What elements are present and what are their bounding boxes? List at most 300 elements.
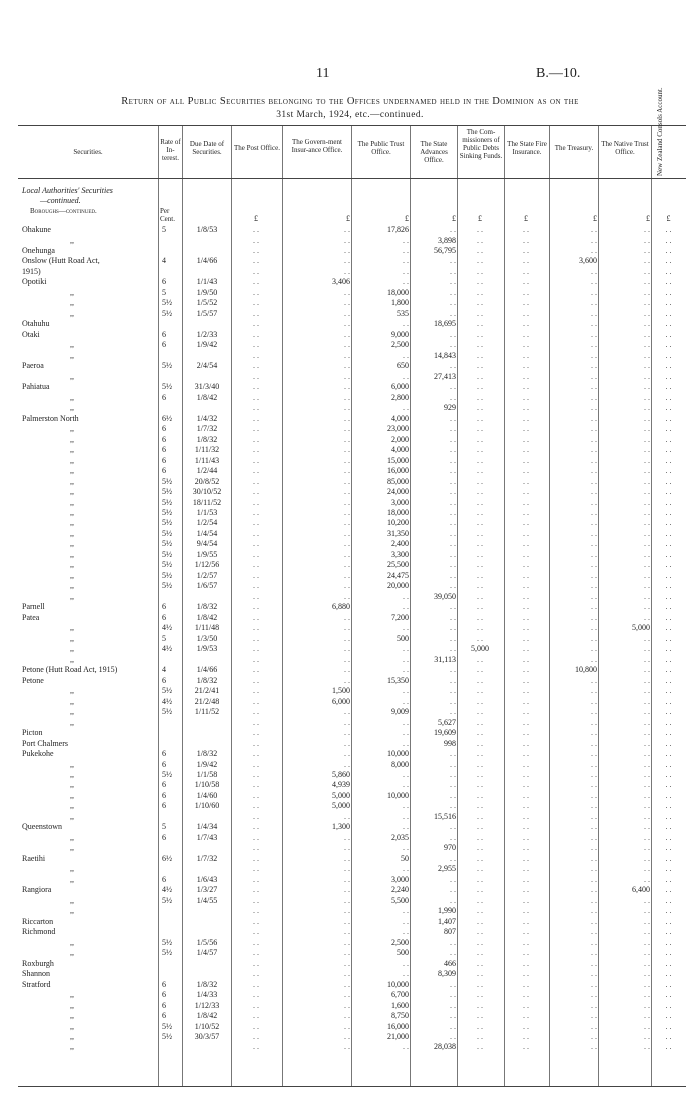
- due-date: 1/1/43: [196, 277, 218, 287]
- empty-cell-dots: . .: [344, 707, 350, 717]
- empty-cell-dots: . .: [644, 340, 650, 350]
- table-row: [18, 864, 686, 874]
- per-label: Per: [160, 207, 170, 215]
- amount-cell: 3,300: [391, 549, 409, 559]
- empty-cell-dots: . .: [477, 413, 483, 423]
- empty-cell-dots: . .: [591, 1000, 597, 1010]
- empty-cell-dots: . .: [644, 686, 650, 696]
- due-date: 1/4/34: [196, 822, 218, 832]
- security-name: ,,: [70, 623, 74, 633]
- empty-cell-dots: . .: [477, 937, 483, 947]
- empty-cell-dots: . .: [450, 885, 456, 895]
- amount-cell: 535: [397, 308, 409, 318]
- interest-rate: 6: [162, 832, 166, 842]
- empty-cell-dots: . .: [450, 518, 456, 528]
- empty-cell-dots: . .: [477, 308, 483, 318]
- security-name: ,,: [70, 780, 74, 790]
- empty-cell-dots: . .: [523, 633, 529, 643]
- empty-cell-dots: . .: [523, 403, 529, 413]
- interest-rate: 5½: [162, 581, 172, 591]
- empty-cell-dots: . .: [344, 508, 350, 517]
- empty-cell-dots: . .: [344, 958, 350, 968]
- table-row: [18, 676, 686, 686]
- amount-cell: 15,000: [387, 455, 409, 465]
- empty-cell-dots: . .: [403, 1042, 409, 1052]
- col-header-rate: Rate of In-terest.: [160, 138, 181, 162]
- table-row: [18, 843, 686, 853]
- due-date: 1/11/52: [194, 707, 220, 717]
- empty-cell-dots: . .: [644, 749, 650, 758]
- empty-cell-dots: . .: [591, 1021, 597, 1031]
- interest-rate: 5: [162, 822, 166, 832]
- empty-cell-dots: . .: [591, 371, 597, 381]
- table-row: [18, 760, 686, 770]
- empty-cell-dots: . .: [253, 906, 259, 916]
- empty-cell-dots: . .: [644, 549, 650, 559]
- empty-cell-dots: . .: [477, 560, 483, 570]
- interest-rate: 5½: [162, 476, 172, 486]
- empty-cell-dots: . .: [523, 979, 529, 989]
- empty-cell-dots: . .: [477, 329, 483, 339]
- empty-cell-dots: . .: [344, 560, 350, 570]
- empty-cell-dots: . .: [344, 832, 350, 842]
- empty-cell-dots: . .: [523, 371, 529, 381]
- empty-cell-dots: . .: [665, 455, 672, 465]
- empty-cell-dots: . .: [591, 686, 597, 696]
- empty-cell-dots: . .: [253, 340, 259, 350]
- security-name: ,,: [70, 633, 74, 643]
- empty-cell-dots: . .: [591, 1032, 597, 1041]
- empty-cell-dots: . .: [665, 266, 672, 276]
- table-row: [18, 885, 686, 895]
- empty-cell-dots: . .: [477, 770, 483, 779]
- empty-cell-dots: . .: [644, 738, 650, 748]
- due-date: 1/8/53: [196, 225, 218, 234]
- empty-cell-dots: . .: [644, 728, 650, 737]
- empty-cell-dots: . .: [644, 612, 650, 622]
- empty-cell-dots: . .: [591, 497, 597, 507]
- empty-cell-dots: . .: [477, 843, 483, 853]
- empty-cell-dots: . .: [644, 822, 650, 832]
- empty-cell-dots: . .: [644, 382, 650, 392]
- empty-cell-dots: . .: [344, 570, 350, 580]
- empty-cell-dots: . .: [450, 340, 456, 350]
- empty-cell-dots: . .: [523, 749, 529, 758]
- empty-cell-dots: . .: [523, 1011, 529, 1020]
- empty-cell-dots: . .: [591, 246, 597, 255]
- empty-cell-dots: . .: [253, 1011, 259, 1020]
- table-row: [18, 875, 686, 885]
- empty-cell-dots: . .: [344, 445, 350, 455]
- empty-cell-dots: . .: [523, 497, 529, 507]
- col-header-post-office: The Post Office.: [234, 144, 280, 152]
- amount-cell: 1,600: [391, 1000, 409, 1010]
- empty-cell-dots: . .: [344, 1011, 350, 1020]
- empty-cell-dots: . .: [403, 811, 409, 821]
- interest-rate: 5: [162, 633, 166, 643]
- empty-cell-dots: . .: [253, 728, 259, 737]
- security-name: ,,: [70, 1000, 74, 1010]
- interest-rate: 5½: [162, 937, 172, 947]
- empty-cell-dots: . .: [644, 654, 650, 664]
- security-name: ,,: [70, 508, 74, 517]
- empty-cell-dots: . .: [591, 434, 597, 444]
- interest-rate: 5½: [162, 539, 172, 549]
- empty-cell-dots: . .: [477, 340, 483, 350]
- empty-cell-dots: . .: [591, 549, 597, 559]
- due-date: 1/4/66: [196, 665, 218, 675]
- due-date: 1/12/56: [194, 560, 220, 570]
- security-name: ,,: [70, 570, 74, 580]
- due-date: 30/10/52: [192, 487, 222, 496]
- section-heading: [18, 196, 686, 206]
- empty-cell-dots: . .: [253, 570, 259, 580]
- empty-cell-dots: . .: [450, 445, 456, 455]
- empty-cell-dots: . .: [477, 445, 483, 455]
- empty-cell-dots: . .: [344, 675, 350, 685]
- empty-cell-dots: . .: [477, 948, 483, 958]
- table-row: [18, 571, 686, 581]
- unit-pound: £: [452, 214, 456, 223]
- empty-cell-dots: . .: [477, 277, 483, 287]
- empty-cell-dots: . .: [477, 811, 483, 821]
- due-date: 21/2/41: [194, 686, 220, 696]
- empty-cell-dots: . .: [344, 948, 350, 958]
- empty-cell-dots: . .: [344, 382, 350, 392]
- empty-cell-dots: . .: [644, 298, 650, 308]
- interest-rate: 5: [162, 287, 166, 297]
- empty-cell-dots: . .: [591, 528, 597, 538]
- empty-cell-dots: . .: [523, 518, 529, 528]
- empty-cell-dots: . .: [644, 770, 650, 779]
- due-date: 1/4/60: [196, 790, 218, 800]
- empty-cell-dots: . .: [477, 623, 483, 633]
- due-date: 1/12/33: [194, 1000, 220, 1010]
- interest-rate: 6: [162, 874, 166, 884]
- amount-cell: 3,600: [579, 256, 597, 266]
- empty-cell-dots: . .: [450, 361, 456, 371]
- table-row: [18, 424, 686, 434]
- security-name: ,,: [70, 790, 74, 800]
- empty-cell-dots: . .: [644, 696, 650, 706]
- empty-cell-dots: . .: [253, 780, 259, 790]
- due-date: 1/8/32: [196, 749, 218, 758]
- empty-cell-dots: . .: [253, 528, 259, 538]
- empty-cell-dots: . .: [665, 528, 672, 538]
- empty-cell-dots: . .: [477, 539, 483, 549]
- empty-cell-dots: . .: [450, 549, 456, 559]
- empty-cell-dots: . .: [523, 948, 529, 958]
- empty-cell-dots: . .: [253, 476, 259, 486]
- section-heading-line-2: —continued.: [40, 196, 81, 205]
- empty-cell-dots: . .: [344, 1000, 350, 1010]
- empty-cell-dots: . .: [591, 539, 597, 549]
- interest-rate: 6½: [162, 853, 172, 863]
- empty-cell-dots: . .: [665, 916, 672, 926]
- amount-cell: 6,700: [391, 990, 409, 999]
- table-row: [18, 319, 686, 329]
- empty-cell-dots: . .: [403, 686, 409, 696]
- empty-cell-dots: . .: [523, 560, 529, 570]
- security-name: Palmerston North: [22, 413, 79, 423]
- table-title-line-1: Return of all Public Securities belonging to the Offices undernamed held in the Dominion as on the: [121, 96, 579, 107]
- empty-cell-dots: . .: [591, 633, 597, 643]
- empty-cell-dots: . .: [253, 287, 259, 297]
- due-date: 1/7/32: [196, 424, 218, 434]
- empty-cell-dots: . .: [477, 885, 483, 895]
- empty-cell-dots: . .: [665, 665, 672, 675]
- empty-cell-dots: . .: [591, 990, 597, 999]
- security-name: Onehunga: [22, 246, 55, 255]
- security-name: Opotiki: [22, 277, 47, 287]
- empty-cell-dots: . .: [523, 434, 529, 444]
- table-row: [18, 277, 686, 287]
- empty-cell-dots: . .: [523, 528, 529, 538]
- empty-cell-dots: . .: [344, 329, 350, 339]
- empty-cell-dots: . .: [591, 329, 597, 339]
- empty-cell-dots: . .: [591, 937, 597, 947]
- empty-cell-dots: . .: [644, 602, 650, 612]
- empty-cell-dots: . .: [477, 1032, 483, 1041]
- empty-cell-dots: . .: [644, 508, 650, 517]
- table-row: [18, 938, 686, 948]
- empty-cell-dots: . .: [450, 602, 456, 612]
- security-name: ,,: [70, 906, 74, 916]
- security-name: Ohakune: [22, 225, 51, 234]
- empty-cell-dots: . .: [523, 707, 529, 717]
- empty-cell-dots: . .: [644, 906, 650, 916]
- interest-rate: 5: [162, 225, 166, 234]
- security-name: ,,: [70, 539, 74, 549]
- empty-cell-dots: . .: [665, 696, 672, 706]
- empty-cell-dots: . .: [644, 329, 650, 339]
- table-row: [18, 686, 686, 696]
- table-row: [18, 1001, 686, 1011]
- empty-cell-dots: . .: [450, 581, 456, 591]
- interest-rate: 6: [162, 790, 166, 800]
- empty-cell-dots: . .: [523, 696, 529, 706]
- security-name: ,,: [70, 528, 74, 538]
- empty-cell-dots: . .: [253, 350, 259, 360]
- empty-cell-dots: . .: [644, 256, 650, 266]
- empty-cell-dots: . .: [344, 476, 350, 486]
- due-date: 1/9/55: [196, 549, 218, 559]
- empty-cell-dots: . .: [644, 790, 650, 800]
- empty-cell-dots: . .: [477, 969, 483, 979]
- empty-cell-dots: . .: [523, 476, 529, 486]
- empty-cell-dots: . .: [665, 329, 672, 339]
- empty-cell-dots: . .: [591, 717, 597, 727]
- empty-cell-dots: . .: [591, 235, 597, 245]
- empty-cell-dots: . .: [665, 392, 672, 402]
- empty-cell-dots: . .: [644, 246, 650, 255]
- col-header-sinking-funds: The Com-missioners of Public Debts Sinking Funds.: [459, 128, 503, 160]
- interest-rate: 5½: [162, 686, 172, 696]
- col-header-nz-consols: New Zealand Consols Account.: [656, 87, 664, 176]
- empty-cell-dots: . .: [665, 927, 672, 937]
- table-title-line-2: 31st March, 1924, etc.—continued.: [276, 110, 424, 120]
- empty-cell-dots: . .: [477, 874, 483, 884]
- empty-cell-dots: . .: [477, 1021, 483, 1031]
- empty-cell-dots: . .: [403, 916, 409, 926]
- table-row: [18, 225, 686, 235]
- interest-rate: 6: [162, 780, 166, 790]
- empty-cell-dots: . .: [403, 770, 409, 779]
- table-row: [18, 445, 686, 455]
- due-date: 9/4/54: [196, 539, 218, 549]
- empty-cell-dots: . .: [644, 717, 650, 727]
- amount-cell: 5,000: [632, 623, 650, 633]
- empty-cell-dots: . .: [591, 759, 597, 769]
- empty-cell-dots: . .: [253, 654, 259, 664]
- security-name: ,,: [70, 717, 74, 727]
- empty-cell-dots: . .: [344, 528, 350, 538]
- unit-pound: £: [478, 214, 482, 223]
- table-row: [18, 917, 686, 927]
- table-row: [18, 466, 686, 476]
- empty-cell-dots: . .: [591, 340, 597, 350]
- empty-cell-dots: . .: [253, 864, 259, 874]
- security-name: ,,: [70, 298, 74, 308]
- security-name: Raetihi: [22, 853, 46, 863]
- empty-cell-dots: . .: [344, 518, 350, 528]
- empty-cell-dots: . .: [644, 434, 650, 444]
- amount-cell: 466: [444, 958, 456, 968]
- empty-cell-dots: . .: [253, 948, 259, 958]
- table-row: [18, 697, 686, 707]
- empty-cell-dots: . .: [523, 539, 529, 549]
- amount-cell: 5,000: [332, 801, 350, 811]
- empty-cell-dots: . .: [344, 665, 350, 675]
- empty-cell-dots: . .: [344, 549, 350, 559]
- table-row: [18, 644, 686, 654]
- empty-cell-dots: . .: [665, 340, 672, 350]
- due-date: 1/3/50: [196, 633, 218, 643]
- empty-cell-dots: . .: [450, 832, 456, 842]
- empty-cell-dots: . .: [253, 707, 259, 717]
- empty-cell-dots: . .: [477, 801, 483, 811]
- empty-cell-dots: . .: [450, 770, 456, 779]
- empty-cell-dots: . .: [644, 843, 650, 853]
- empty-cell-dots: . .: [253, 298, 259, 308]
- empty-cell-dots: . .: [450, 675, 456, 685]
- interest-rate: 6: [162, 329, 166, 339]
- amount-cell: 970: [444, 843, 456, 853]
- interest-rate: 6: [162, 801, 166, 811]
- empty-cell-dots: . .: [644, 979, 650, 989]
- amount-cell: 24,000: [387, 487, 409, 496]
- table-row: [18, 665, 686, 675]
- empty-cell-dots: . .: [477, 350, 483, 360]
- empty-cell-dots: . .: [523, 1000, 529, 1010]
- empty-cell-dots: . .: [591, 591, 597, 601]
- empty-cell-dots: . .: [665, 654, 672, 664]
- amount-cell: 17,826: [387, 225, 409, 234]
- empty-cell-dots: . .: [403, 602, 409, 612]
- empty-cell-dots: . .: [665, 770, 672, 779]
- empty-cell-dots: . .: [477, 759, 483, 769]
- empty-cell-dots: . .: [450, 225, 456, 234]
- empty-cell-dots: . .: [523, 487, 529, 496]
- amount-cell: 24,475: [387, 570, 409, 580]
- amount-cell: 5,500: [391, 895, 409, 905]
- interest-rate: 5½: [162, 549, 172, 559]
- unit-pound: £: [346, 214, 350, 223]
- security-name: ,,: [70, 581, 74, 591]
- table-row: [18, 393, 686, 403]
- security-name: Pahiatua: [22, 382, 50, 392]
- empty-cell-dots: . .: [477, 1000, 483, 1010]
- empty-cell-dots: . .: [253, 937, 259, 947]
- amount-cell: 3,898: [438, 235, 456, 245]
- empty-cell-dots: . .: [665, 885, 672, 895]
- table-row: [18, 592, 686, 602]
- empty-cell-dots: . .: [665, 403, 672, 413]
- section-heading-line-1: Local Authorities' Securities: [22, 186, 113, 195]
- empty-cell-dots: . .: [253, 487, 259, 496]
- empty-cell-dots: . .: [644, 591, 650, 601]
- amount-cell: 23,000: [387, 424, 409, 434]
- empty-cell-dots: . .: [523, 392, 529, 402]
- table-row: [18, 623, 686, 633]
- empty-cell-dots: . .: [253, 1021, 259, 1031]
- interest-rate: 6: [162, 434, 166, 444]
- interest-rate: 6: [162, 340, 166, 350]
- empty-cell-dots: . .: [253, 518, 259, 528]
- security-name: ,,: [70, 948, 74, 958]
- empty-cell-dots: . .: [253, 329, 259, 339]
- empty-cell-dots: . .: [477, 665, 483, 675]
- table-row: [18, 770, 686, 780]
- security-name: ,,: [70, 832, 74, 842]
- empty-cell-dots: . .: [665, 413, 672, 423]
- empty-cell-dots: . .: [344, 1032, 350, 1041]
- empty-cell-dots: . .: [523, 581, 529, 591]
- empty-cell-dots: . .: [450, 392, 456, 402]
- empty-cell-dots: . .: [477, 864, 483, 874]
- empty-cell-dots: . .: [403, 403, 409, 413]
- due-date: 1/6/43: [196, 874, 218, 884]
- empty-cell-dots: . .: [450, 948, 456, 958]
- empty-cell-dots: . .: [403, 371, 409, 381]
- empty-cell-dots: . .: [665, 445, 672, 455]
- due-date: 1/9/42: [196, 340, 218, 350]
- empty-cell-dots: . .: [665, 497, 672, 507]
- empty-cell-dots: . .: [644, 560, 650, 570]
- empty-cell-dots: . .: [644, 927, 650, 937]
- empty-cell-dots: . .: [477, 979, 483, 989]
- empty-cell-dots: . .: [450, 256, 456, 266]
- empty-cell-dots: . .: [344, 843, 350, 853]
- amount-cell: 16,000: [387, 466, 409, 475]
- empty-cell-dots: . .: [450, 508, 456, 517]
- empty-cell-dots: . .: [344, 623, 350, 633]
- amount-cell: 10,000: [387, 979, 409, 989]
- empty-cell-dots: . .: [477, 466, 483, 475]
- empty-cell-dots: . .: [450, 822, 456, 832]
- table-row: [18, 927, 686, 937]
- empty-cell-dots: . .: [477, 434, 483, 444]
- empty-cell-dots: . .: [665, 948, 672, 958]
- empty-cell-dots: . .: [344, 738, 350, 748]
- empty-cell-dots: . .: [450, 759, 456, 769]
- empty-cell-dots: . .: [344, 906, 350, 916]
- empty-cell-dots: . .: [477, 749, 483, 758]
- empty-cell-dots: . .: [344, 885, 350, 895]
- empty-cell-dots: . .: [591, 403, 597, 413]
- table-row: [18, 1042, 686, 1052]
- amount-cell: 10,000: [387, 749, 409, 758]
